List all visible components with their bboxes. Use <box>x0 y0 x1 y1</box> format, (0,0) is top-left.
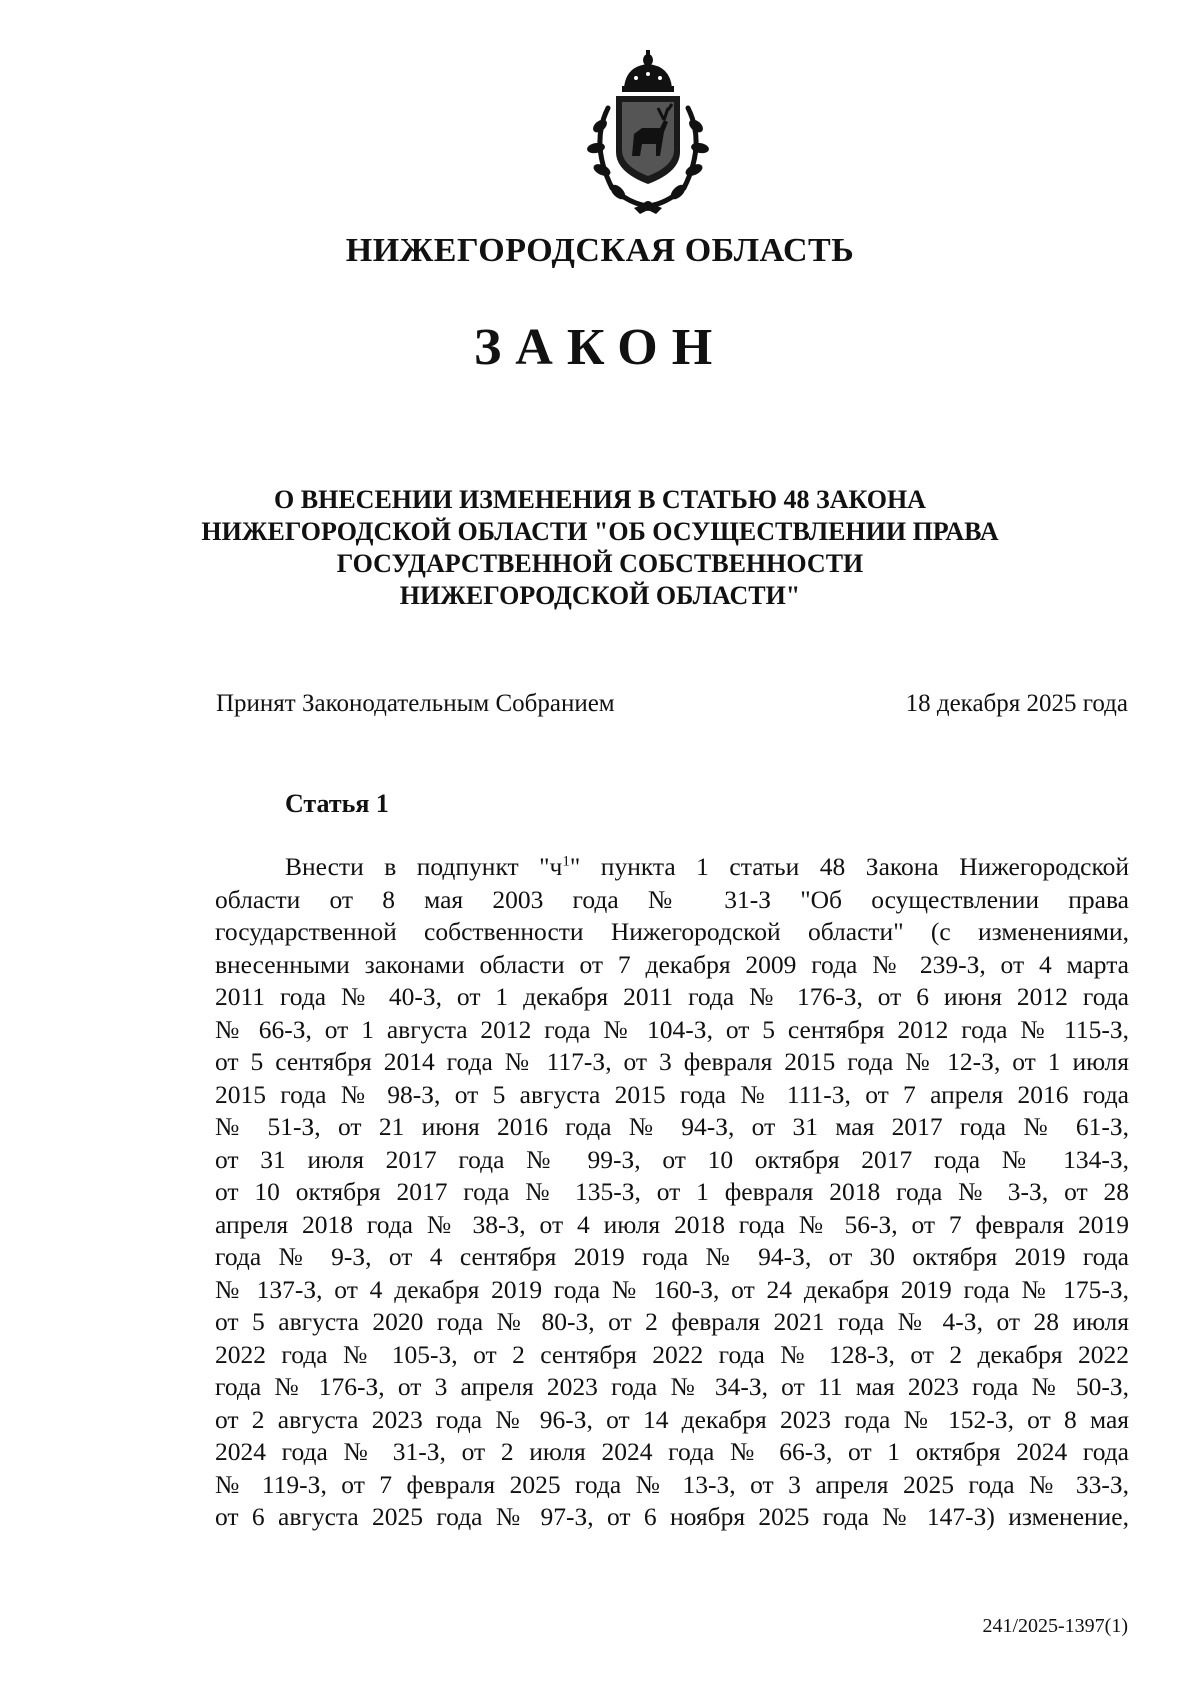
law-title-line: НИЖЕГОРОДСКОЙ ОБЛАСТИ" <box>399 581 801 610</box>
article-line: от 5 сентября 2014 года № 117-З, от 3 февраля 2015 года № 12-З, от 1 июля <box>215 1047 1129 1076</box>
article-line: апреля 2018 года № 38-З, от 4 июля 2018 года № 56-З, от 7 февраля 2019 <box>215 1209 1129 1239</box>
document-type-heading: ЗАКОН <box>473 319 727 376</box>
adopted-by: Принят Законодательным Собранием <box>216 690 615 717</box>
article-line: 2011 года № 40-З, от 1 декабря 2011 года № 176-З, от 6 июня 2012 года <box>215 982 1129 1011</box>
text-fragment: " пункта 1 статьи 48 Закона Нижегородской <box>569 852 1129 881</box>
article-line: от 5 августа 2020 года № 80-З, от 2 февраля 2021 года № 4-З, от 28 июля <box>215 1307 1129 1336</box>
article-line: № 66-З, от 1 августа 2012 года № 104-З, от 5 сентября 2012 года № 115-З, <box>215 1014 1129 1044</box>
article-line: от 10 октября 2017 года № 135-З, от 1 февраля 2018 года № 3-З, от 28 <box>215 1177 1129 1206</box>
article-line: № 51-З, от 21 июня 2016 года № 94-З, от 31 мая 2017 года № 61-З, <box>215 1112 1129 1141</box>
article-line: 2024 года № 31-З, от 2 июля 2024 года № 66-З, от 1 октября 2024 года <box>215 1437 1129 1466</box>
article-line: 2022 года № 105-З, от 2 сентября 2022 года № 128-З, от 2 декабря 2022 <box>215 1339 1129 1369</box>
article-line: области от 8 мая 2003 года № 31-З "Об осуществлении права <box>215 884 1129 914</box>
article-line: от 6 августа 2025 года № 97-З, от 6 ноября 2025 года № 147-З) изменение, <box>215 1502 1129 1531</box>
article-first-line <box>215 851 1129 884</box>
adoption-date: 18 декабря 2025 года <box>905 690 1128 717</box>
text-fragment: Внести в подпункт "ч <box>285 852 563 881</box>
article-line: года № 9-З, от 4 сентября 2019 года № 94-З, от 30 октября 2019 года <box>215 1242 1129 1271</box>
document-number: 241/2025-1397(1) <box>982 1615 1128 1637</box>
superscript: 1 <box>562 853 570 870</box>
article-line: № 119-З, от 7 февраля 2025 года № 13-З, от 3 апреля 2025 года № 33-З, <box>215 1469 1129 1499</box>
law-title <box>150 484 1050 612</box>
region-name: НИЖЕГОРОДСКАЯ ОБЛАСТЬ <box>345 232 855 269</box>
law-title-line: ГОСУДАРСТВЕННОЙ СОБСТВЕННОСТИ <box>336 549 864 578</box>
article-heading: Статья 1 <box>285 789 389 818</box>
article-line: года № 176-З, от 3 апреля 2023 года № 34-З, от 11 мая 2023 года № 50-З, <box>215 1372 1129 1401</box>
article-line: внесенными законами области от 7 декабря 2009 года № 239-З, от 4 марта <box>215 949 1129 979</box>
article-line: № 137-З, от 4 декабря 2019 года № 160-З, от 24 декабря 2019 года № 175-З, <box>215 1274 1129 1304</box>
article-line: от 2 августа 2023 года № 96-З, от 14 декабря 2023 года № 152-З, от 8 мая <box>215 1404 1129 1434</box>
coat-of-arms-emblem <box>572 48 724 216</box>
article-line: от 31 июля 2017 года № 99-З, от 10 октября 2017 года № 134-З, <box>215 1144 1129 1174</box>
article-line: 2015 года № 98-З, от 5 августа 2015 года № 111-З, от 7 апреля 2016 года <box>215 1079 1129 1109</box>
law-title-line: О ВНЕСЕНИИ ИЗМЕНЕНИЯ В СТАТЬЮ 48 ЗАКОНА <box>274 485 926 514</box>
article-line: государственной собственности Нижегородской области" (с изменениями, <box>215 917 1129 946</box>
law-title-line: НИЖЕГОРОДСКОЙ ОБЛАСТИ "ОБ ОСУЩЕСТВЛЕНИИ ПРАВА <box>201 517 999 546</box>
article-body <box>215 851 1129 1534</box>
